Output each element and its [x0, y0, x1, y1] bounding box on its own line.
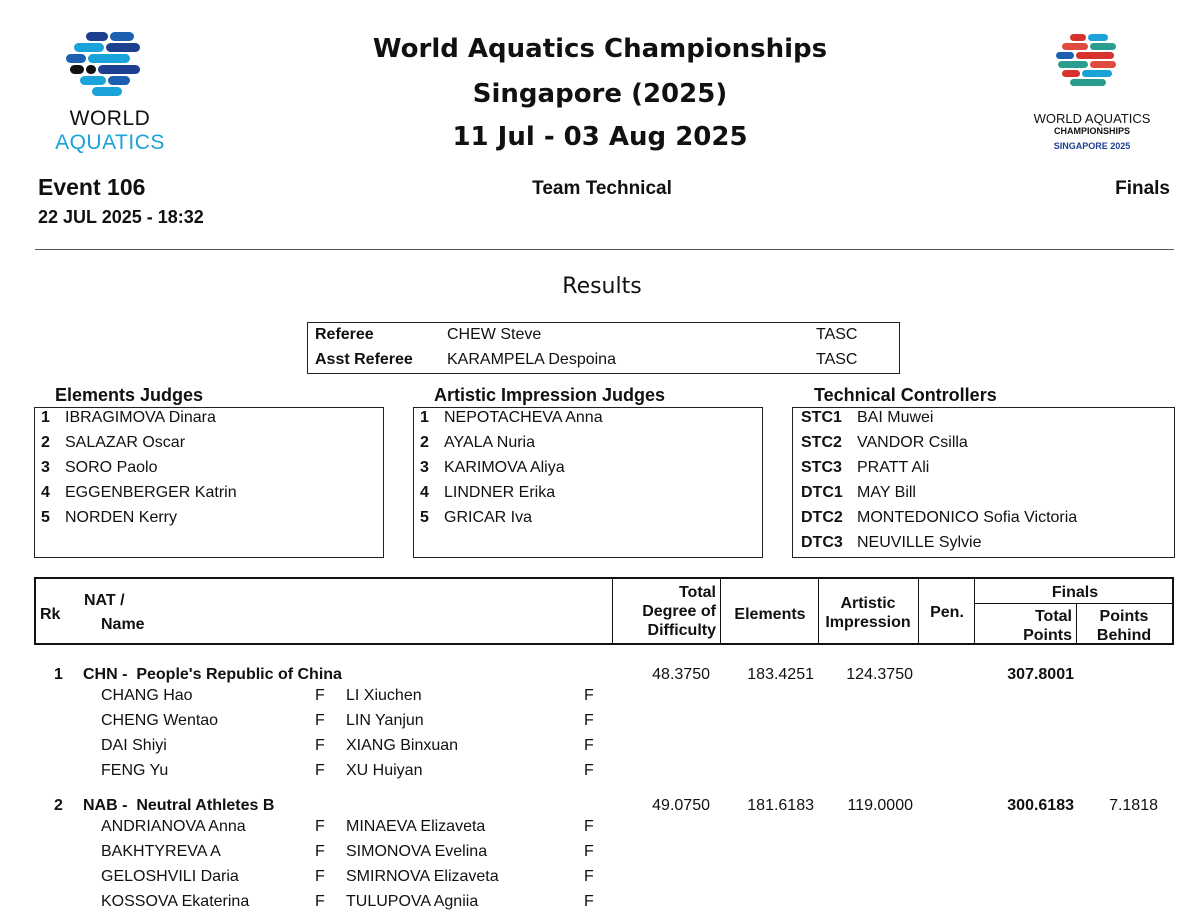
championships-logo	[1012, 30, 1172, 155]
judge-row	[35, 509, 383, 534]
elements-judges-title: Elements Judges	[55, 385, 204, 405]
athlete-gender: F	[315, 843, 325, 860]
logo-line-championships: CHAMPIONSHIPS	[1053, 126, 1130, 136]
column-penalty: Pen.	[930, 604, 964, 621]
column-divider	[1076, 603, 1077, 643]
athlete-gender: F	[315, 687, 325, 704]
controller-code: STC3	[801, 459, 842, 476]
official-role: Referee	[315, 326, 374, 343]
athlete-name: ANDRIANOVA Anna	[101, 818, 246, 835]
judge-name: GRICAR Iva	[444, 509, 533, 526]
result-elements: 181.6183	[747, 797, 814, 814]
official-name: KARAMPELA Despoina	[447, 351, 616, 368]
result-total: 307.8001	[1007, 666, 1074, 683]
judge-number: 4	[420, 484, 429, 501]
athlete-gender: F	[584, 843, 594, 860]
judge-number: 4	[41, 484, 50, 501]
controller-row	[793, 409, 1174, 434]
results-heading: Results	[562, 274, 642, 299]
controller-code: DTC1	[801, 484, 843, 501]
technical-controllers-panel	[792, 407, 1175, 558]
judge-number: 2	[41, 434, 50, 451]
column-tdd-line2: Degree of	[642, 603, 716, 620]
referee-box	[307, 322, 900, 374]
controller-row	[793, 484, 1174, 509]
athlete-gender: F	[584, 762, 594, 779]
judge-number: 3	[41, 459, 50, 476]
controller-code: DTC3	[801, 534, 843, 551]
controller-code: STC2	[801, 434, 842, 451]
athlete-gender: F	[584, 893, 594, 910]
logo-word-world: WORLD	[69, 107, 151, 130]
judge-number: 3	[420, 459, 429, 476]
judge-row	[35, 434, 383, 459]
result-total: 300.6183	[1007, 797, 1074, 814]
judge-name: LINDNER Erika	[444, 484, 556, 501]
athlete-name: XIANG Binxuan	[346, 737, 459, 754]
controller-code: DTC2	[801, 509, 843, 526]
event-phase: Finals	[1115, 178, 1170, 199]
athlete-gender: F	[315, 712, 325, 729]
athlete-gender: F	[315, 893, 325, 910]
judge-row	[414, 509, 762, 534]
official-name: CHEW Steve	[447, 326, 542, 343]
judge-number: 1	[41, 409, 50, 426]
column-name: Name	[101, 616, 145, 633]
official-row	[308, 351, 899, 375]
column-rank: Rk	[40, 606, 61, 623]
controller-name: BAI Muwei	[857, 409, 934, 426]
controller-row	[793, 509, 1174, 534]
result-rank: 2	[54, 797, 63, 814]
result-team: NAB - Neutral Athletes B	[83, 797, 275, 814]
event-name: Team Technical	[532, 178, 672, 199]
column-divider	[918, 579, 919, 643]
athlete-name: CHANG Hao	[101, 687, 193, 704]
result-block	[0, 664, 1200, 789]
column-total-points-line1: Total	[1034, 608, 1072, 625]
judge-name: AYALA Nuria	[444, 434, 536, 451]
athlete-gender: F	[315, 762, 325, 779]
column-finals: Finals	[1051, 584, 1099, 601]
event-datetime: 22 JUL 2025 - 18:32	[38, 207, 204, 227]
athlete-name: BAKHTYREVA A	[101, 843, 221, 860]
athlete-name: GELOSHVILI Daria	[101, 868, 239, 885]
controller-name: VANDOR Csilla	[857, 434, 968, 451]
athlete-gender: F	[584, 687, 594, 704]
result-tdd: 49.0750	[652, 797, 710, 814]
world-aquatics-mark-icon	[40, 30, 180, 102]
judge-row	[35, 409, 383, 434]
athlete-gender: F	[584, 868, 594, 885]
controller-row	[793, 459, 1174, 484]
championships-mark-icon	[1012, 30, 1172, 96]
judge-name: EGGENBERGER Katrin	[65, 484, 237, 501]
controller-name: MAY Bill	[857, 484, 916, 501]
result-team: CHN - People's Republic of China	[83, 666, 342, 683]
competition-dates: 11 Jul - 03 Aug 2025	[452, 122, 748, 152]
result-artistic: 124.3750	[846, 666, 913, 683]
athlete-name: XU Huiyan	[346, 762, 423, 779]
judge-name: SALAZAR Oscar	[65, 434, 186, 451]
athlete-name: FENG Yu	[101, 762, 169, 779]
judge-number: 2	[420, 434, 429, 451]
logo-line-singapore: SINGAPORE 2025	[1053, 141, 1131, 151]
competition-location: Singapore (2025)	[472, 79, 728, 109]
judge-number: 5	[41, 509, 50, 526]
column-divider	[612, 579, 613, 643]
result-elements: 183.4251	[747, 666, 814, 683]
column-total-points-line2: Points	[1023, 627, 1072, 644]
logo-line-world-aquatics: WORLD AQUATICS	[1033, 111, 1151, 126]
result-artistic: 119.0000	[847, 797, 913, 814]
artistic-judges-panel	[413, 407, 763, 558]
athlete-gender: F	[315, 868, 325, 885]
result-rank: 1	[54, 666, 63, 683]
column-tdd-line3: Difficulty	[647, 622, 716, 639]
column-divider	[818, 579, 819, 643]
athlete-name: SMIRNOVA Elizaveta	[346, 868, 499, 885]
judge-name: IBRAGIMOVA Dinara	[65, 409, 216, 426]
controller-row	[793, 534, 1174, 559]
result-behind: 7.1818	[1109, 797, 1158, 814]
column-elements: Elements	[734, 606, 806, 623]
judge-name: NORDEN Kerry	[65, 509, 178, 526]
finals-divider	[974, 603, 1172, 604]
judge-name: NEPOTACHEVA Anna	[444, 409, 603, 426]
controller-row	[793, 434, 1174, 459]
column-divider	[720, 579, 721, 643]
athlete-name: SIMONOVA Evelina	[346, 843, 488, 860]
column-tdd-line1: Total	[678, 584, 716, 601]
athlete-name: LIN Yanjun	[346, 712, 424, 729]
header-divider	[35, 249, 1174, 250]
controller-name: PRATT Ali	[857, 459, 930, 476]
official-row	[308, 326, 899, 350]
world-aquatics-logo	[40, 30, 180, 160]
judge-row	[414, 434, 762, 459]
judge-number: 1	[420, 409, 429, 426]
athlete-name: CHENG Wentao	[101, 712, 219, 729]
controller-code: STC1	[801, 409, 842, 426]
athlete-gender: F	[584, 818, 594, 835]
athlete-gender: F	[584, 737, 594, 754]
official-org: TASC	[816, 326, 858, 343]
event-number: Event 106	[38, 174, 146, 200]
athlete-gender: F	[584, 712, 594, 729]
athlete-gender: F	[315, 818, 325, 835]
athlete-name: TULUPOVA Agniia	[346, 893, 479, 910]
judge-row	[35, 484, 383, 509]
judge-number: 5	[420, 509, 429, 526]
athlete-name: KOSSOVA Ekaterina	[101, 893, 250, 910]
athlete-name: MINAEVA Elizaveta	[346, 818, 486, 835]
judge-row	[35, 459, 383, 484]
controller-name: NEUVILLE Sylvie	[857, 534, 982, 551]
official-role: Asst Referee	[315, 351, 413, 368]
column-ai-line1: Artistic	[840, 595, 896, 612]
judge-name: SORO Paolo	[65, 459, 158, 476]
athlete-name: LI Xiuchen	[346, 687, 422, 704]
competition-title: World Aquatics Championships	[372, 34, 828, 64]
judge-row	[414, 484, 762, 509]
technical-controllers-title: Technical Controllers	[814, 385, 997, 405]
judge-row	[414, 409, 762, 434]
logo-word-aquatics: AQUATICS	[55, 131, 165, 154]
artistic-judges-title: Artistic Impression Judges	[434, 385, 666, 405]
column-points-behind-line2: Behind	[1096, 627, 1152, 644]
column-ai-line2: Impression	[825, 614, 911, 631]
athlete-gender: F	[315, 737, 325, 754]
column-nat: NAT /	[84, 592, 125, 609]
column-points-behind-line1: Points	[1099, 608, 1149, 625]
elements-judges-panel	[34, 407, 384, 558]
results-table-header	[34, 577, 1174, 645]
controller-name: MONTEDONICO Sofia Victoria	[857, 509, 1078, 526]
official-org: TASC	[816, 351, 858, 368]
result-tdd: 48.3750	[652, 666, 710, 683]
athlete-name: DAI Shiyi	[101, 737, 167, 754]
judge-row	[414, 459, 762, 484]
result-block	[0, 795, 1200, 918]
judge-name: KARIMOVA Aliya	[444, 459, 565, 476]
column-divider	[974, 579, 975, 643]
